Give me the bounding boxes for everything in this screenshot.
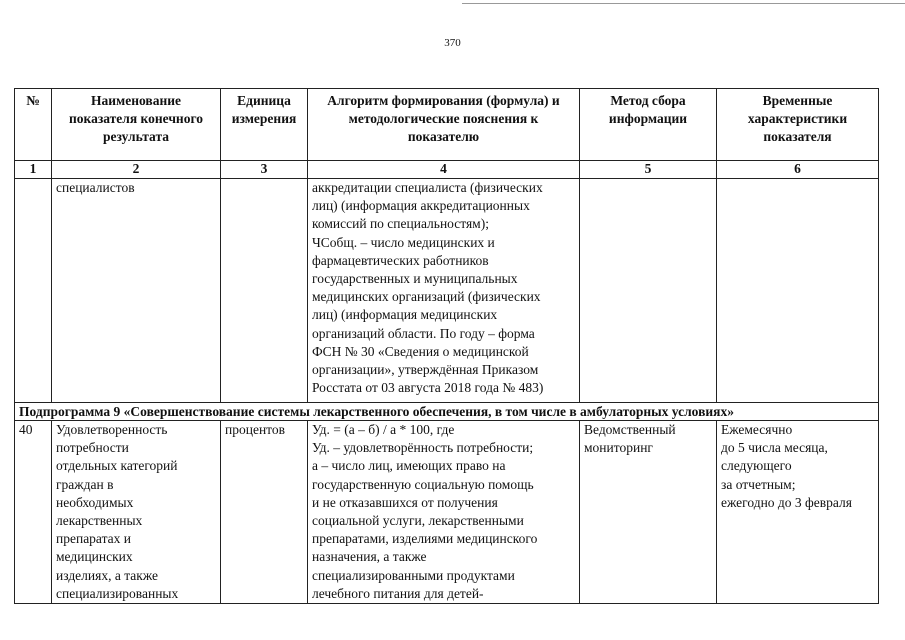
algorithm: Уд. = (а – б) / а * 100, где Уд. – удовлетворённость потребности; а – число лиц, имеющих право на государственную социальную помощь и не отказавшихся от получения социальной услуги, лекарственными препаратами, изделиями медицинского назначения, а также специализированными продуктами лечебного питания для детей- [308,421,580,604]
header-method: Метод сбора информации [580,89,717,161]
indicators-table [14,88,879,604]
column-number: 3 [221,161,308,179]
time-characteristics: Ежемесячно до 5 числа месяца, следующего за отчетным; ежегодно до 3 февраля [717,421,879,604]
column-number: 5 [580,161,717,179]
row-num: 40 [15,421,52,604]
indicator-name-continuation: специалистов [52,179,221,403]
unit-empty [221,179,308,403]
table-row [15,421,879,604]
unit: процентов [221,421,308,604]
header-unit: Единица измерения [221,89,308,161]
header-name: Наименование показателя конечного результата [52,89,221,161]
header-timing: Временные характеристики показателя [717,89,879,161]
collection-method: Ведомственный мониторинг [580,421,717,604]
column-number: 2 [52,161,221,179]
method-empty [580,179,717,403]
page-number: 370 [444,37,461,49]
row-num-empty [15,179,52,403]
header-algorithm: Алгоритм формирования (формула) и методологические пояснения к показателю [308,89,580,161]
column-number: 4 [308,161,580,179]
table-row [15,179,879,403]
subprogram-row [15,403,879,421]
column-number-row [15,161,879,179]
column-number: 6 [717,161,879,179]
table-header-row [15,89,879,161]
column-number: 1 [15,161,52,179]
timing-empty [717,179,879,403]
algorithm-continuation: аккредитации специалиста (физических лиц) (информация аккредитационных комиссий по специальностям); ЧСобщ. – число медицинских и фармацевтических работников государственных и муниципальных медицинских организаций (физических лиц) (информация медицинских организаций области. По году – форма ФСН № 30 «Сведения о медицинской организации», утверждённая Приказом Росстата от 03 августа 2018 года № 483) [308,179,580,403]
subprogram-title: Подпрограмма 9 «Совершенствование системы лекарственного обеспечения, в том числе в амбулаторных условиях» [15,403,879,421]
header-num: № [15,89,52,161]
indicator-name: Удовлетворенность потребности отдельных категорий граждан в необходимых лекарственных препаратах и медицинских изделиях, а также специализированных [52,421,221,604]
top-rule [462,3,905,4]
